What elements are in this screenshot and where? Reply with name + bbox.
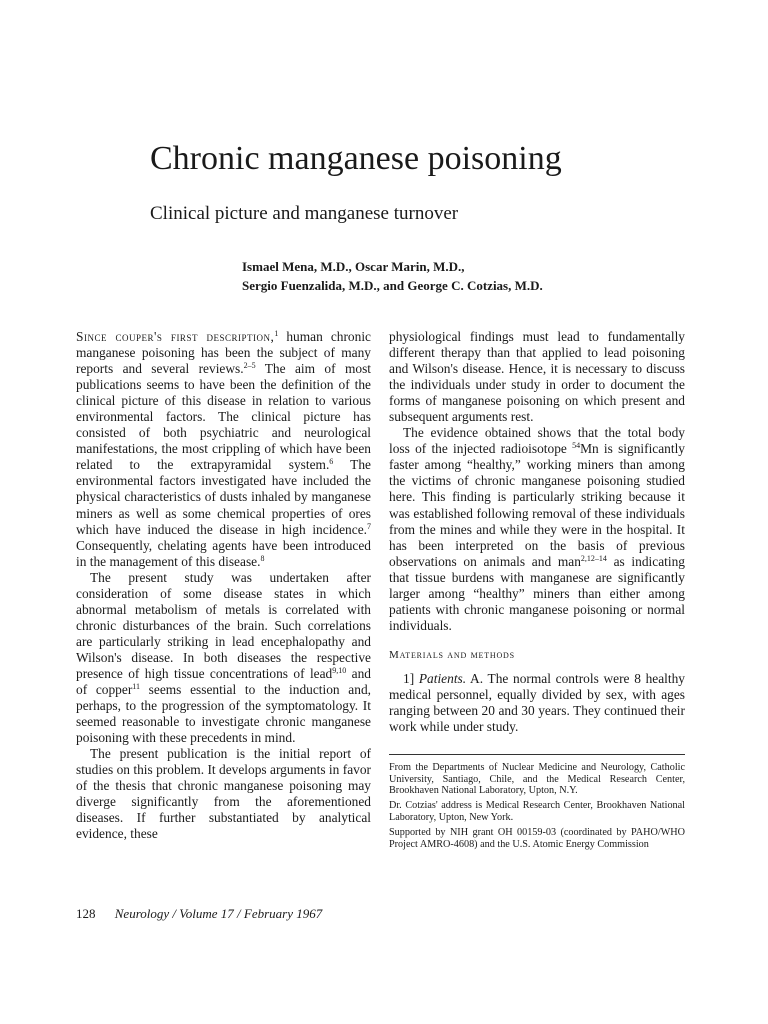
paragraph-text: seems essential to the induction and, perhaps, to the progression of the symptomatology. It seemed reasonable to investigate chronic manganese poisoning with these precedents in mind. [76,682,371,746]
paragraph-text: The present study was undertaken after consideration of some disease states in which abnormal metabolism of metals is correlated with chronic disturbances of the brain. Such correlations are particularly striking in lead encephalopathy and Wilson's disease. In both diseases the respective presence of high tissue concentrations of lead [76,569,371,681]
citation-ref: 7 [367,521,371,531]
citation-ref: 6 [329,457,334,467]
footnote-divider [389,754,685,755]
section-heading: Materials and methods [389,648,515,661]
paragraph-text: human chronic manganese poisoning has been the subject of many reports and several reviews. [76,329,371,377]
journal-citation: Neurology / Volume 17 / February 1967 [114,906,323,921]
intro-paragraph [76,329,371,570]
citation-ref: 11 [132,682,140,692]
page-number: 128 [76,906,96,921]
item-number: 1] [403,670,419,686]
lead-in-text: Since couper's first description, [76,329,275,344]
paragraph-text: The evidence obtained shows that the total body loss of the injected radioisotope [389,425,685,457]
paragraph-text: Mn is significantly faster among “healthy,” working miners than among the victims of chronic manganese poisoning studied here. This finding is particularly striking because it was established following removal of these individuals from the mines and while they were in the hospital. It has been interpreted on the basis of previous observations on animals and man [389,441,686,569]
paragraph-text: as indicating that tissue burdens with manganese are significantly larger among “healthy” miners than either among patients with chronic manganese poisoning or normal individuals. [389,553,685,633]
citation-ref: 2–5 [243,361,256,371]
paragraph-text: A. The normal controls were 8 healthy medical personnel, equally divided by sex, with ages ranging between 20 and 30 years. They continued their work while under study. [389,670,685,735]
authors-line-1: Ismael Mena, M.D., Oscar Marin, M.D., [242,259,465,274]
page-footer [76,906,322,922]
article-subtitle: Clinical picture and manganese turnover [150,203,459,224]
footnotes [389,762,685,850]
citation-ref: 1 [274,329,279,338]
body-paragraph [389,425,685,634]
citation-ref: 8 [260,553,265,563]
body-paragraph: physiological findings must lead to fundamentally different therapy than that applied to lead poisoning and Wilson's disease. Hence, it is necessary to discuss the individuals under study in order to document the forms of manganese poisoning on which present and subsequent arguments rest. [389,329,685,425]
authors-line-2: Sergio Fuenzalida, M.D., and George C. Cotzias, M.D. [242,278,543,293]
paragraph-text: Consequently, chelating agents have been introduced in the management of this disease. [76,537,371,569]
body-paragraph [76,570,371,747]
left-column [76,329,371,843]
footnote: Supported by NIH grant OH 00159-03 (coordinated by PAHO/WHO Project AMRO-4608) and the U.S. Atomic Energy Commission [389,827,685,850]
article-title: Chronic manganese poisoning [150,140,562,177]
paragraph-text: The environmental factors investigated have included the physical characteristics of dusts inhaled by manganese miners as well as some chemical properties of ores which have induced the disease in high incidence. [76,457,371,537]
paragraph-text: and of copper [76,665,372,698]
item-label: Patients. [418,670,467,686]
body-paragraph: The present publication is the initial report of studies on this problem. It develops arguments in favor of the thesis that chronic manganese poisoning may diverge significantly from the aforementioned diseases. If further substantiated by analytical evidence, these [76,746,371,842]
isotope-mass-number: 54 [572,441,581,451]
citation-ref: 9,10 [332,665,347,675]
footnote: Dr. Cotzias' address is Medical Research Center, Brookhaven National Laboratory, Upton, New York. [389,800,685,823]
footnote: From the Departments of Nuclear Medicine and Neurology, Catholic University, Santiago, Chile, and the Medical Research Center, Brookhaven National Laboratory, Upton, N.Y. [389,762,685,796]
right-column [389,329,685,854]
citation-ref: 2,12–14 [580,553,607,563]
body-paragraph [389,671,685,735]
paragraph-text: The aim of most publications seems to have been the definition of the clinical picture of this disease in relation to various environmental factors. The clinical picture has consisted of both psychiatric and neurological manifestations, the most crippling of which have been related to the extrapyramidal system. [76,361,371,473]
